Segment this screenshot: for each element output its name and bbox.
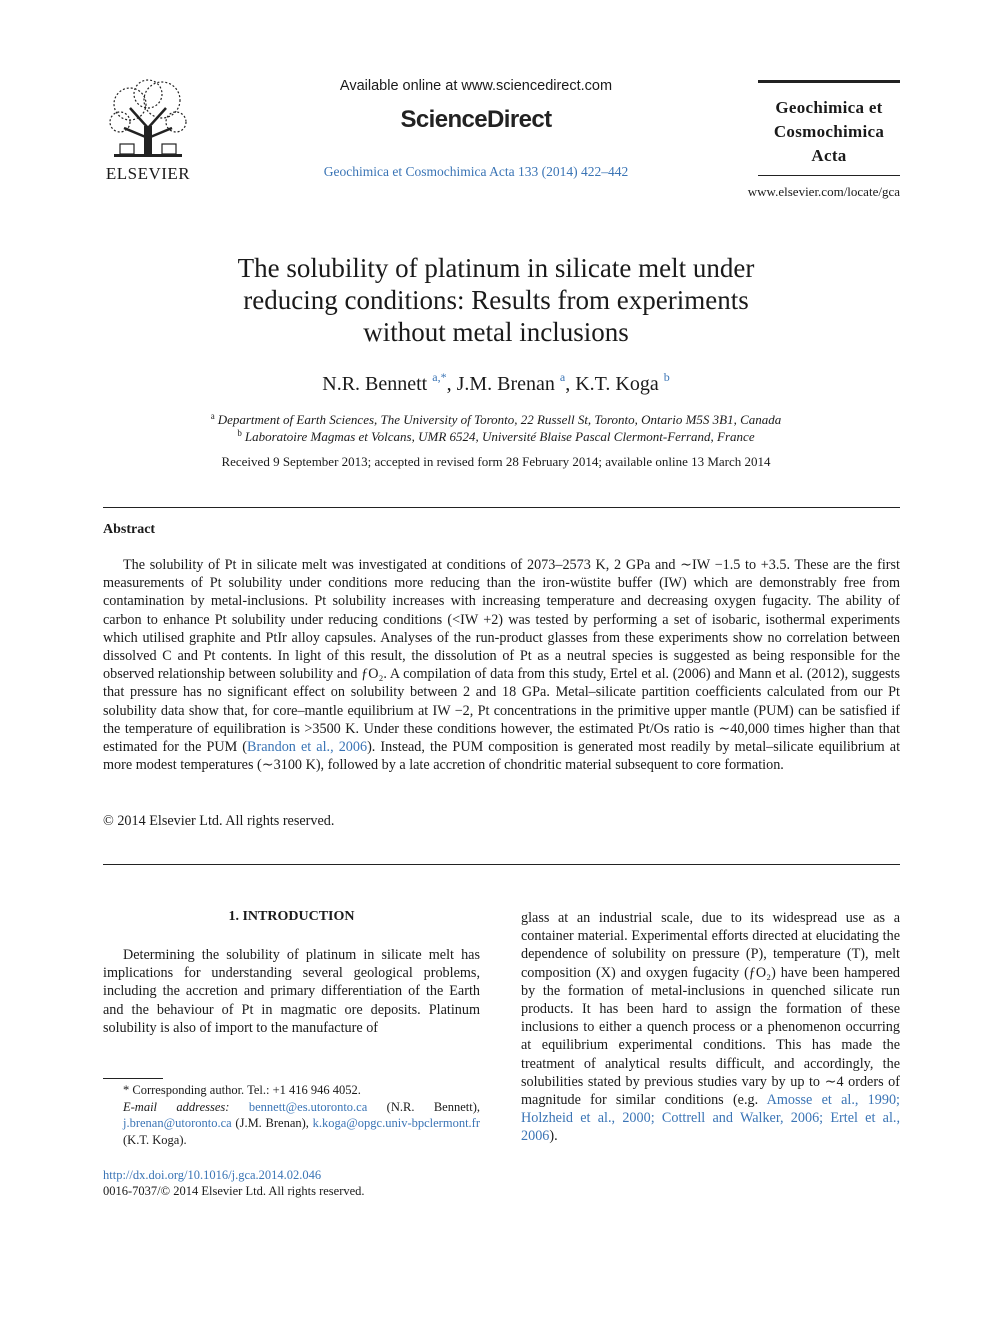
author-name: K.T. Koga [575,373,659,395]
divider [103,507,900,508]
author-affiliation-marker[interactable]: a [559,370,566,384]
doi-link[interactable]: http://dx.doi.org/10.1016/j.gca.2014.02.046 [103,1168,322,1182]
author-list: N.R. Bennett $^{a,*}$, J.M. Brenan $^a$, K.T. Koga $^b$ [322,370,670,395]
issn-copyright: 0016-7037/© 2014 Elsevier Ltd. All rights reserved. [103,1184,365,1198]
abstract-body [103,556,900,774]
corresponding-author: * Corresponding author. Tel.: +1 416 946 4052. [123,1083,361,1097]
intro-text: glass at an industrial scale, due to its widespread use as a container material. Experimental efforts directed at elucidating the dependence of solubility on pressure (P), temperature (T), melt composition (X) and oxygen fugacity (ƒO₂) have been hampered by the formation of metal-inclusions in quenched silicate run products. It has been hard to assign the formation of these inclusions to either a quench process or a phenomenon occurring at equilibrium experimental conditions. This has made the treatment of analytical results difficult, and accordingly, the solubilities stated by previous studies vary by up to ∼4 orders of magnitude for similar conditions (e.g. [521,910,900,1109]
author-name: J.M. Brenan [456,373,555,395]
title-line: The solubility of platinum in silicate melt under [237,253,755,283]
email-link[interactable]: k.koga@opgc.univ-bpclermont.fr [312,1116,480,1131]
abstract-text: ). Instead, the PUM composition is generated most readily by metal–silicate equilibrium at more modest temperatures (∼3100 K), followed by a late accretion of chondritic material subsequent to core formation. [103,739,901,774]
journal-name-line: Cosmochimica [773,122,885,141]
footnote-rule [103,1078,163,1079]
journal-rule-top [758,80,900,83]
intro-paragraph: Determining the solubility of platinum in silicate melt has implications for understanding several geological problems, including the accretion and primary differentiation of the Earth and the behaviour of Pt in magmatic ore deposits. Platinum solubility is also of import to the manufacture of [103,947,480,1036]
footnote [103,1082,480,1148]
email-label: E-mail addresses: [123,1099,230,1114]
publisher-name: ELSEVIER [105,164,191,183]
affiliation-marker: b [237,428,242,438]
sciencedirect-logo: ScienceDirect [400,106,552,133]
email-addresses: E-mail addresses: bennett@es.utoronto.ca (N.R. Bennett), j.brenan@utoronto.ca (J.M. Brenan), k.koga@opgc.univ-bpclermont.fr (K.T. Koga). [123,1099,481,1147]
email-link[interactable]: j.brenan@utoronto.ca [123,1116,232,1131]
received-dates: Received 9 September 2013; accepted in revised form 28 February 2014; available online 13 March 2014 [221,454,771,469]
journal-name-line: Acta [811,146,847,165]
section-heading: 1. INTRODUCTION [228,909,355,924]
title-line: reducing conditions: Results from experiments [243,285,749,315]
citation-link[interactable]: Amosse et al., 1990; Holzheid et al., 2000; Cottrell and Walker, 2006; Ertel et al., 2006 [521,1092,900,1145]
journal-url: www.elsevier.com/locate/gca [747,184,900,199]
affiliation [120,428,872,445]
author-affiliation-marker[interactable]: a,* [432,370,447,384]
affiliation-text: Department of Earth Sciences, The University of Toronto, 22 Russell St, Toronto, Ontario M5S 3B1, Canada [217,412,782,427]
available-online: Available online at www.sciencedirect.com [339,78,613,94]
journal-reference-link[interactable]: Geochimica et Cosmochimica Acta 133 (2014) 422–442 [323,164,629,179]
journal-rule-bottom [758,175,900,176]
abstract-copyright: © 2014 Elsevier Ltd. All rights reserved. [103,813,335,829]
journal-name-line: Geochimica et [775,98,883,117]
abstract-text: The solubility of Pt in silicate melt was investigated at conditions of 2073–2573 K, 2 GPa and ∼IW −1.5 to +3.5. These are the first measurements of Pt solubility under conditions more reducing than the iron-wüstite buffer (IW) which are demonstrably free from contamination by metal-inclusions. Pt solubility increases with increasing temperature and decreasing oxygen fugacity. The ability of carbon to enhance Pt solubility under reducing conditions (<IW +2) was tested by performing a set of isobaric, isothermal experiments which utilised graphite and PtIr alloy capsules. Analyses of the run-product glasses from these experiments show no correlation between dissolved C and Pt contents. In light of this result, the dissolution of Pt as a neutral species is suggested as being responsible for the observed relationship between solubility and ƒO₂. A compilation of data from this study, Ertel et al. (2006) and Mann et al. (2012), suggests that pressure has no significant effect on solubility between 2 and 18 GPa. Metal–silicate partition coefficients calculated from our Pt solubility data show that, for core–mantle equilibrium at IW −2, Pt concentrations in the primitive upper mantle (PUM) can be satisfied if the temperature of equilibration is >3500 K. Under these conditions however, the estimated Pt/Os ratio is ∼40,000 times higher than that estimated for the PUM ( [103,557,900,756]
abstract-heading: Abstract [103,522,156,537]
journal-name [752,96,906,168]
article-title [160,252,832,348]
author-affiliation-marker[interactable]: b [663,370,670,384]
title-line: without metal inclusions [363,317,629,347]
divider [103,864,900,865]
author-name: N.R. Bennett [322,373,428,395]
affiliation [120,411,872,428]
affiliation-marker: a [210,411,215,421]
email-link[interactable]: bennett@es.utoronto.ca [248,1099,368,1114]
intro-paragraph-continued: glass at an industrial scale, due to its widespread use as a container material. Experimental efforts directed at elucidating the dependence of solubility on pressure (P), temperature (T), melt composition (X) and oxygen fugacity (ƒO₂) have been hampered by the formation of metal-inclusions in quenched silicate run products. It has been hard to assign the formation of these inclusions to either a quench process or a phenomenon occurring at equilibrium experimental conditions. This has made the treatment of analytical results difficult, and accordingly, the solubilities stated by previous studies vary by up to ∼4 orders of magnitude for similar conditions (e.g. Amosse et al., 1990; Holzheid et al., 2000; Cottrell and Walker, 2006; Ertel et al., 2006). [521,910,900,1145]
citation-link[interactable]: Brandon et al., 2006 [247,739,368,756]
affiliation-text: Laboratoire Magmas et Volcans, UMR 6524, Université Blaise Pascal Clermont-Ferrand, France [244,429,755,444]
